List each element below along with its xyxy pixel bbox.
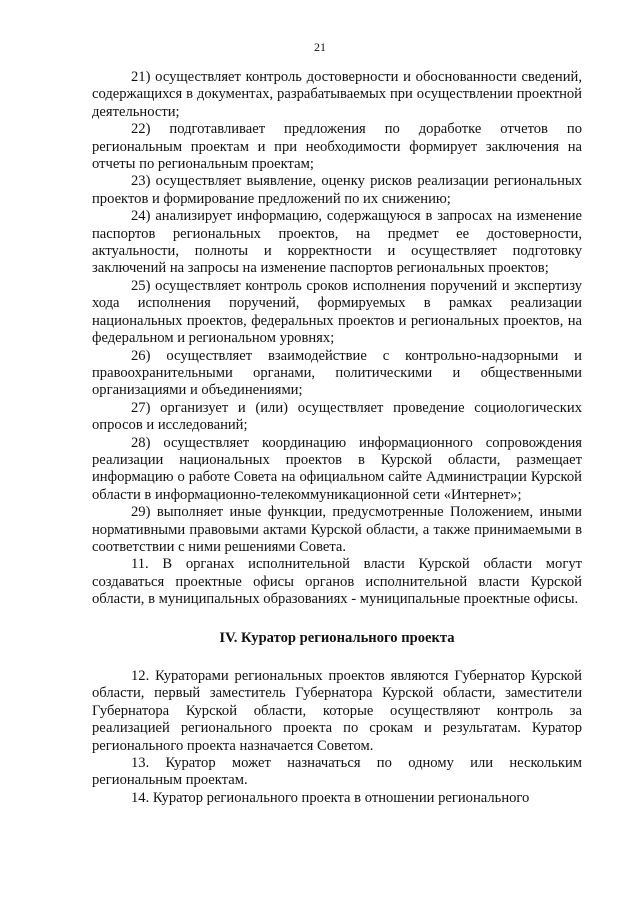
- paragraph-item-24: 24) анализирует информацию, содержащуюся в запросах на изменение паспортов региональных проектов, на предмет ее достоверности, актуальности, полноты и корректности и осуществляет подготовку заключений на запросы на изменение паспортов региональных проектов;: [92, 208, 582, 277]
- section-heading: IV. Куратор регионального проекта: [219, 629, 455, 646]
- paragraph-item-29: 29) выполняет иные функции, предусмотренные Положением, иными нормативными правовыми актами Курской области, а также принимаемыми в соответствии с ними решениями Совета.: [92, 504, 582, 555]
- paragraph-clause-11: 11. В органах исполнительной власти Курской области могут создаваться проектные офисы органов исполнительной власти Курской области, в муниципальных образованиях - муниципальные проектные офисы.: [92, 556, 582, 608]
- paragraph-clause-13: 13. Куратор может назначаться по одному или нескольким региональным проектам.: [92, 755, 582, 789]
- paragraph-item-27: 27) организует и (или) осуществляет проведение социологических опросов и исследований;: [92, 399, 582, 434]
- paragraph-item-22: 22) подготавливает предложения по доработке отчетов по региональным проектам и при необходимости формирует заключения на отчеты по региональным проектам;: [92, 121, 582, 173]
- document-body: [92, 69, 582, 807]
- paragraph-item-26: 26) осуществляет взаимодействие с контрольно-надзорными и правоохранительными органами, политическими и общественными организациями и объединениями;: [92, 347, 582, 399]
- page-number: 21: [314, 40, 326, 54]
- paragraph-item-28: 28) осуществляет координацию информационного сопровождения реализации национальных проектов в Курской области, размещает информацию о работе Совета на официальном сайте Администрации Курской области в информационно-телекоммуникационной сети «Интернет»;: [92, 434, 582, 503]
- paragraph-clause-14: 14. Куратор регионального проекта в отношении регионального: [131, 789, 530, 806]
- paragraph-item-25: 25) осуществляет контроль сроков исполнения поручений и экспертизу хода исполнения поручений, формируемых в рамках реализации национальных проектов, федеральных проектов и региональных проектов, на федеральном и региональном уровнях;: [92, 277, 582, 347]
- paragraph-item-23: 23) осуществляет выявление, оценку рисков реализации региональных проектов и формирование предложений по их снижению;: [92, 173, 582, 207]
- paragraph-clause-12: 12. Кураторами региональных проектов являются Губернатор Курской области, первый заместитель Губернатора Курской области, заместители Губернатора Курской области, которые осуществляют контроль за реализацией регионального проекта по срокам и результатам. Куратор регионального проекта назначается Советом.: [92, 668, 582, 754]
- paragraph-item-21: 21) осуществляет контроль достоверности и обоснованности сведений, содержащихся в документах, разрабатываемых при осуществлении проектной деятельности;: [92, 69, 582, 120]
